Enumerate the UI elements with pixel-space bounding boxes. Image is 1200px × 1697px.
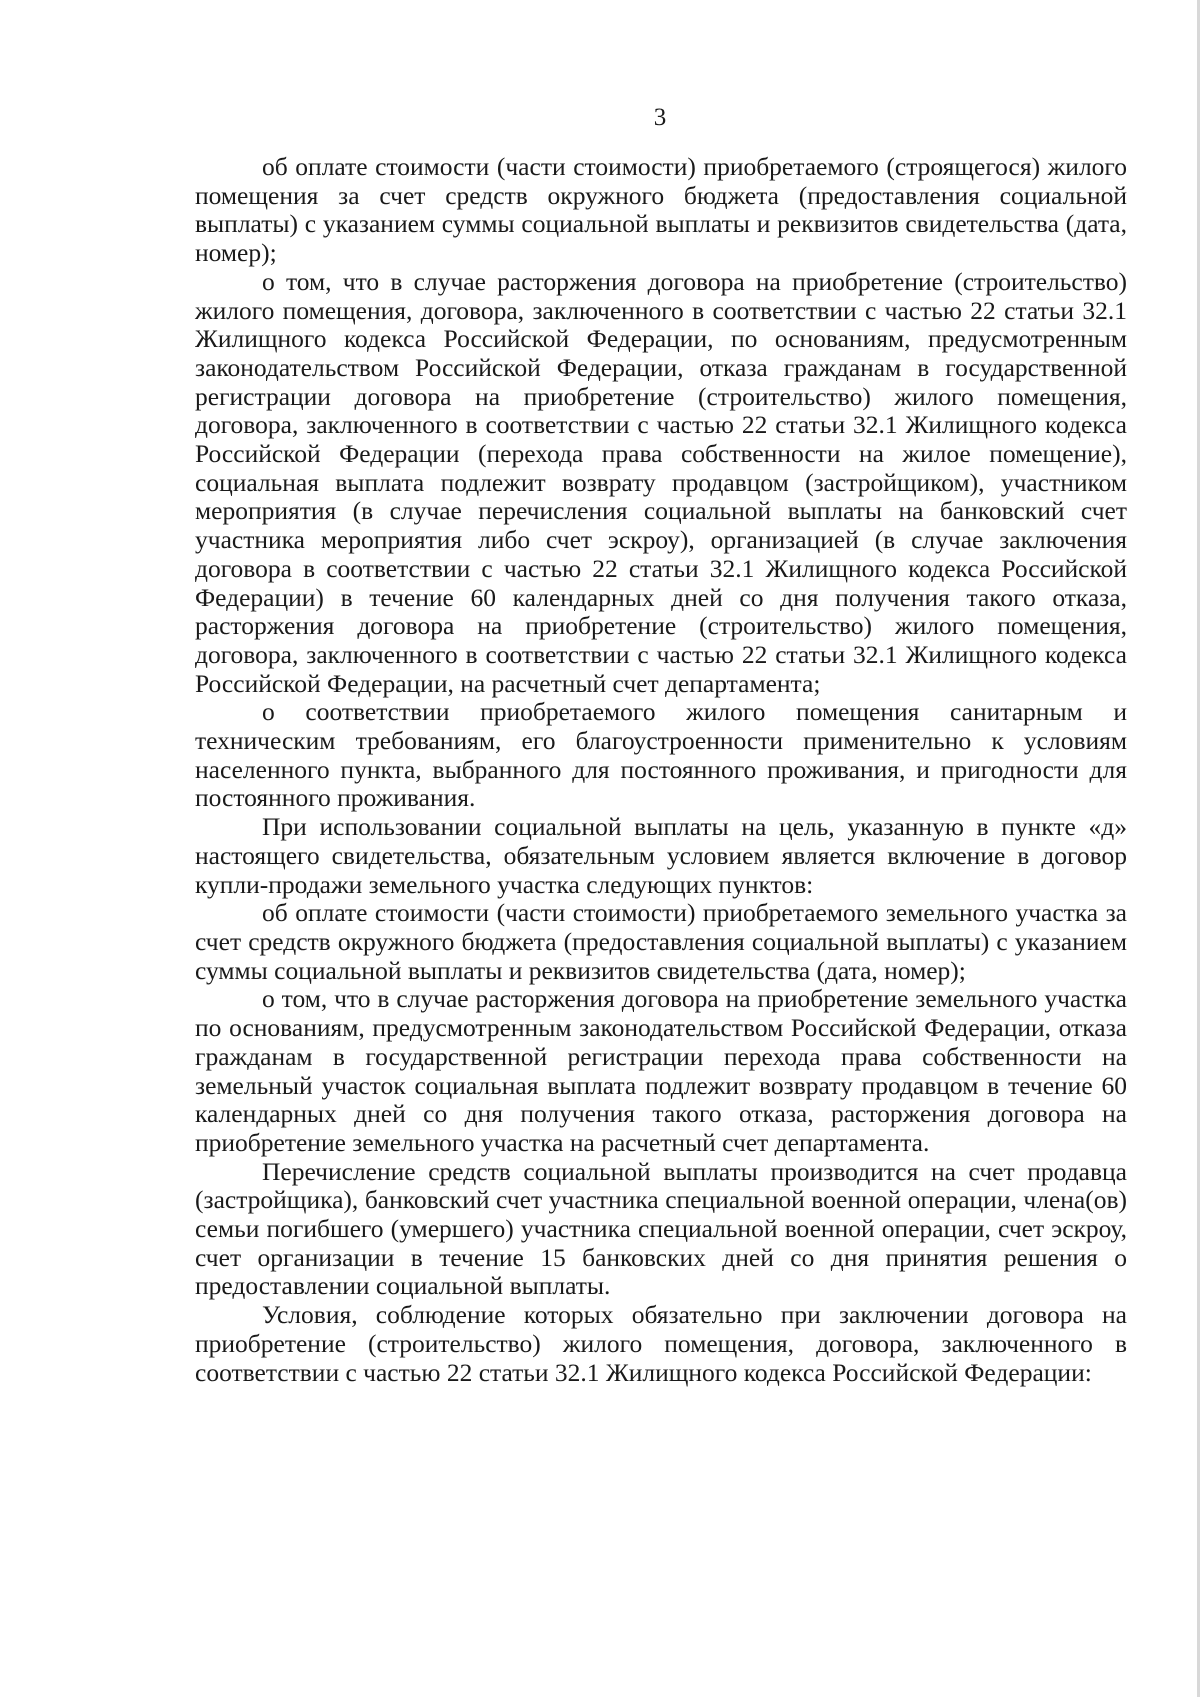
document-body	[195, 153, 1127, 1387]
paragraph-land-purchase-conditions: При использовании социальной выплаты на цель, указанную в пункте «д» настоящего свидетельства, обязательным условием является включение в договор купли-продажи земельного участка следующих пунктов:	[195, 812, 1127, 899]
paragraph-contract-termination-land: о том, что в случае расторжения договора на приобретение земельного участка по основаниям, предусмотренным законодательством Российской Федерации, отказа гражданам в государственной регистрации перехода права собственности на земельный участок социальная выплата подлежит возврату продавцом в течение 60 календарных дней со дня получения такого отказа, расторжения договора на приобретение земельного участка на расчетный счет департамента.	[195, 984, 1127, 1157]
paragraph-funds-transfer: Перечисление средств социальной выплаты производится на счет продавца (застройщика), банковский счет участника специальной военной операции, члена(ов) семьи погибшего (умершего) участника специальной военной операции, счет эскроу, счет организации в течение 15 банковских дней со дня принятия решения о предоставлении социальной выплаты.	[195, 1156, 1127, 1301]
paragraph-payment-land: об оплате стоимости (части стоимости) приобретаемого земельного участка за счет средств окружного бюджета (предоставления социальной выплаты) с указанием суммы социальной выплаты и реквизитов свидетельства (дата, номер);	[195, 898, 1127, 985]
paragraph-contract-termination-housing: о том, что в случае расторжения договора на приобретение (строительство) жилого помещения, договора, заключенного в соответствии с частью 22 статьи 32.1 Жилищного кодекса Российской Федерации, по основаниям, предусмотренным законодательством Российской Федерации, отказа гражданам в государственной регистрации договора на приобретение (строительство) жилого помещения, договора, заключенного в соответствии с частью 22 статьи 32.1 Жилищного кодекса Российской Федерации (перехода права собственности на жилое помещение), социальная выплата подлежит возврату продавцом (застройщиком), участником мероприятия (в случае перечисления социальной выплаты на банковский счет участника мероприятия либо счет эскроу), организацией (в случае заключения договора в соответствии с частью 22 статьи 32.1 Жилищного кодекса Российской Федерации) в течение 60 календарных дней со дня получения такого отказа, расторжения договора на приобретение (строительство) жилого помещения, договора, заключенного в соответствии с частью 22 статьи 32.1 Жилищного кодекса Российской Федерации, на расчетный счет департамента;	[195, 266, 1127, 698]
paragraph-housing-conformity: о соответствии приобретаемого жилого помещения санитарным и техническим требованиям, его благоустроенности применительно к условиям населенного пункта, выбранного для постоянного проживания, и пригодности для постоянного проживания.	[195, 697, 1127, 813]
page-number: 3	[653, 104, 667, 131]
paragraph-payment-housing: об оплате стоимости (части стоимости) приобретаемого (строящегося) жилого помещения за счет средств окружного бюджета (предоставления социальной выплаты) с указанием суммы социальной выплаты и реквизитов свидетельства (дата, номер);	[195, 152, 1127, 268]
paragraph-contract-conditions: Условия, соблюдение которых обязательно при заключении договора на приобретение (строительство) жилого помещения, договора, заключенного в соответствии с частью 22 статьи 32.1 Жилищного кодекса Российской Федерации:	[195, 1300, 1127, 1387]
